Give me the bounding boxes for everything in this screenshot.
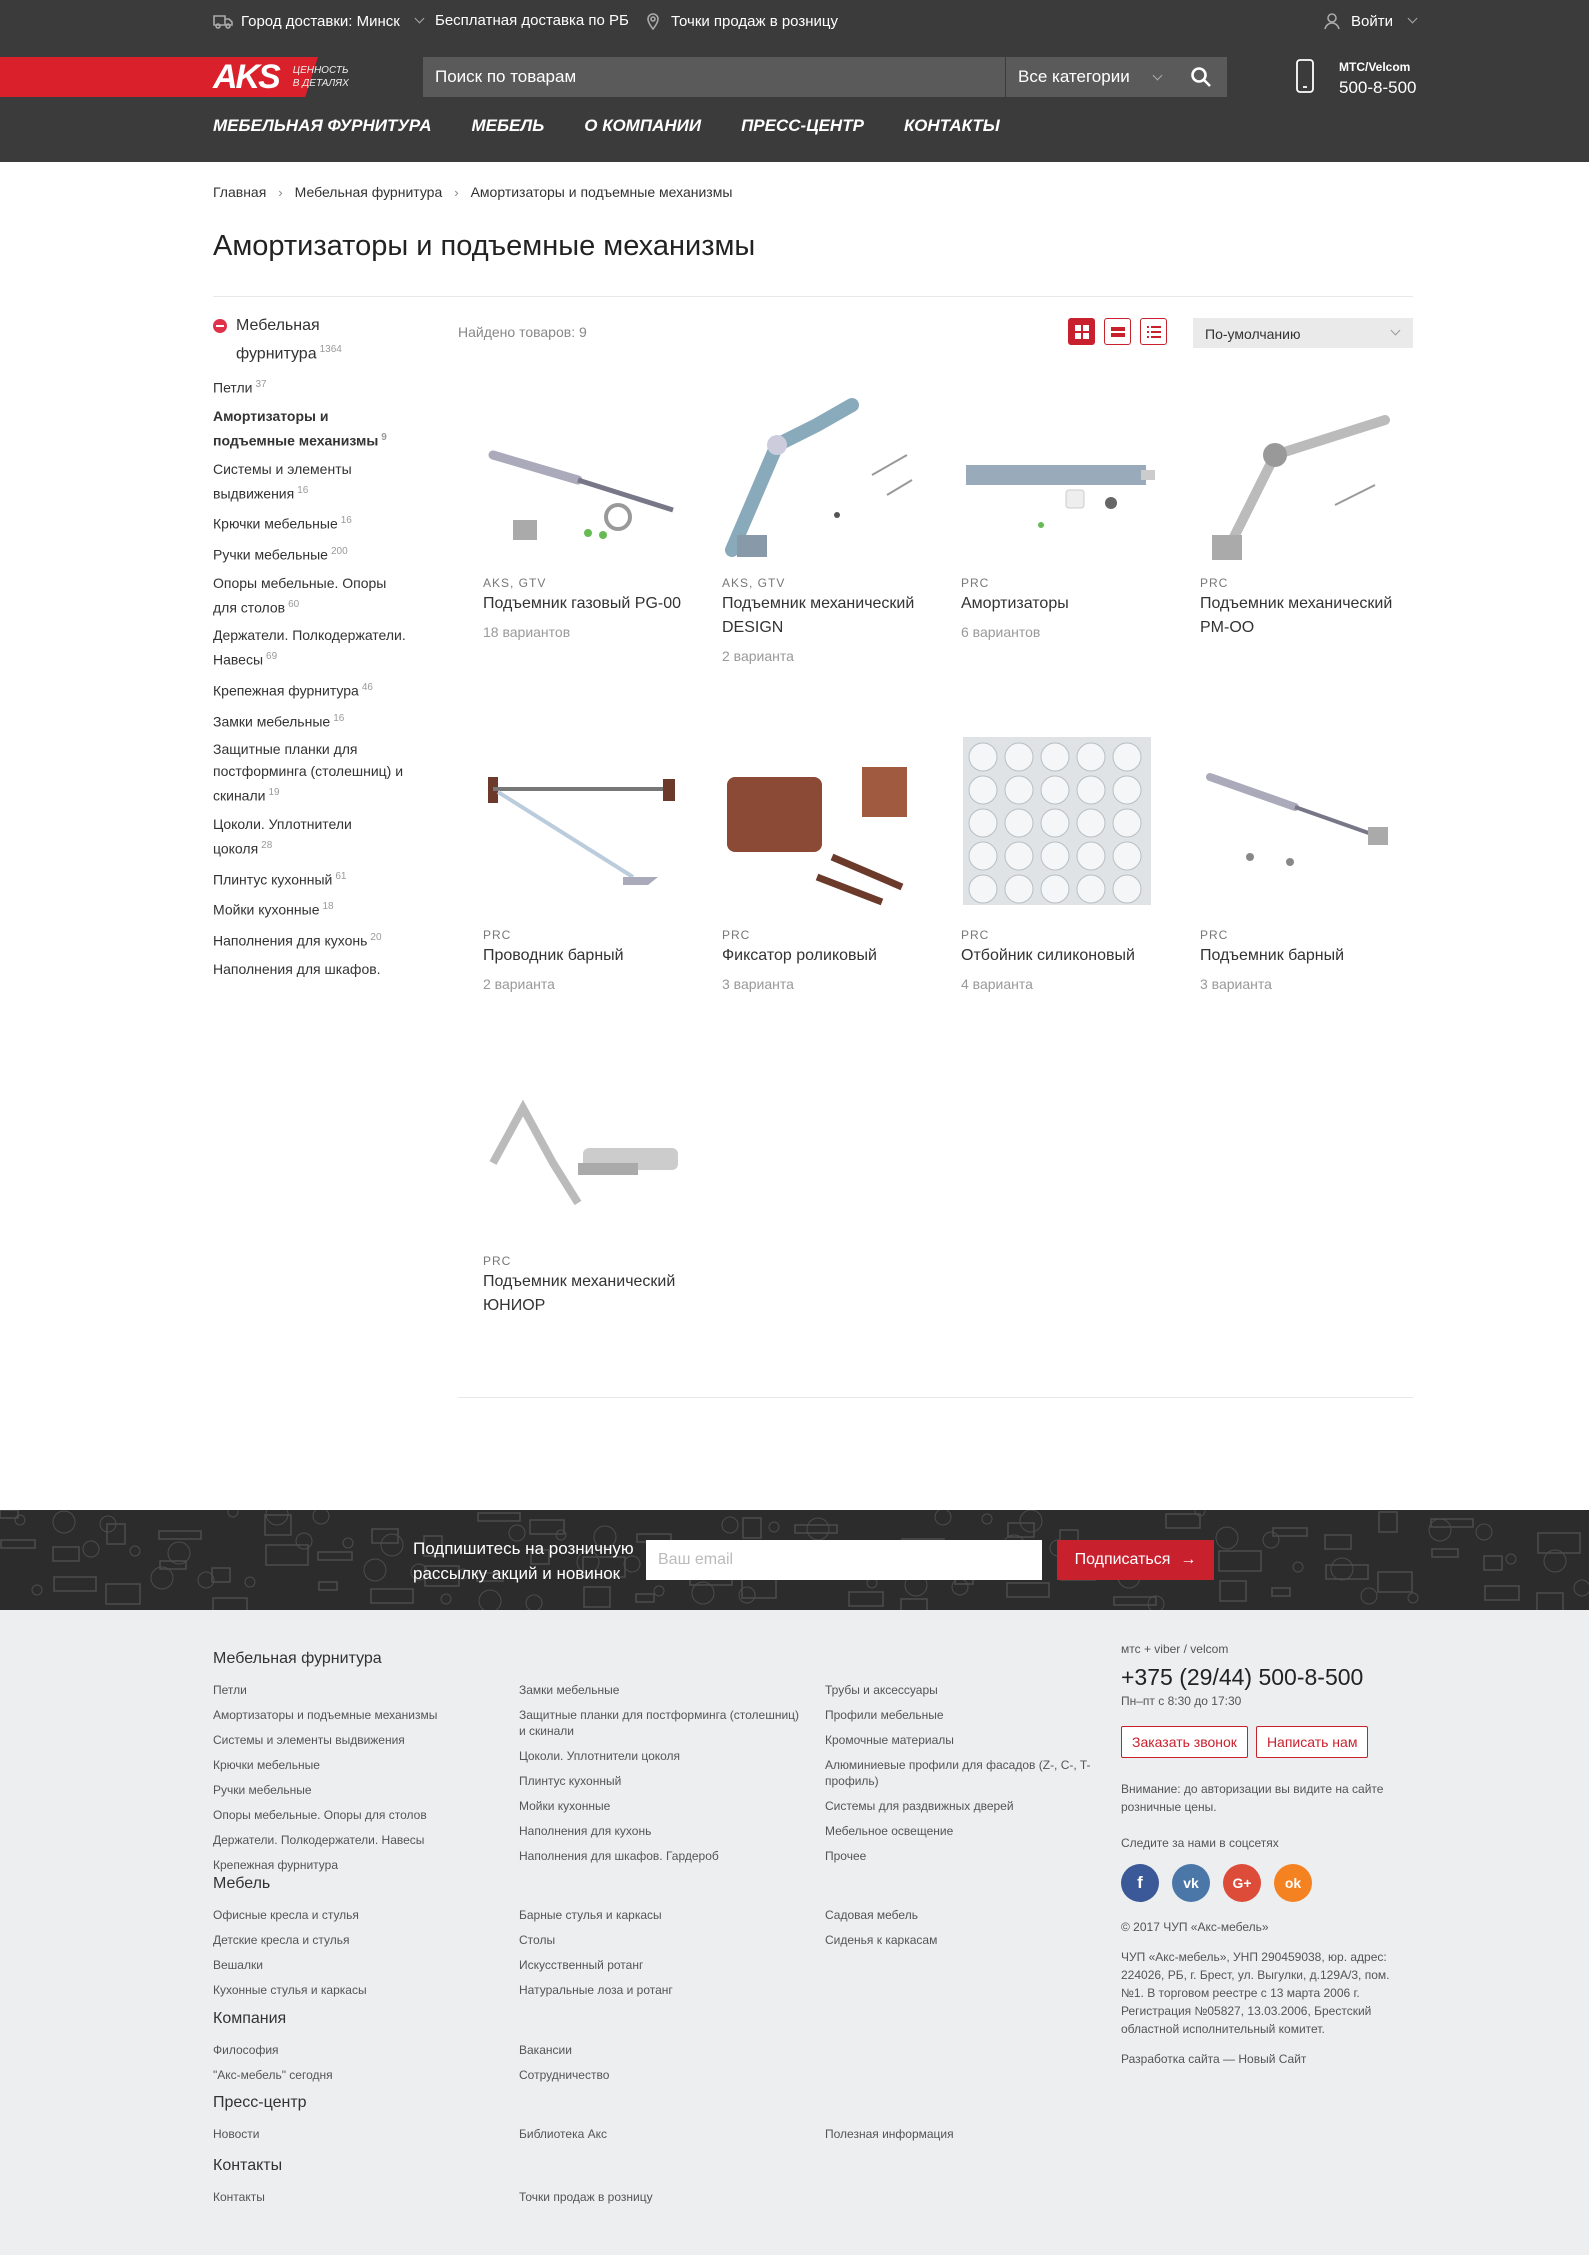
footer-link[interactable]: Кромочные материалы — [825, 1733, 954, 1747]
sidebar-item-protective-strips[interactable]: Защитные планки для постформинга (столешниц) и скинали $^{19}$ — [213, 741, 404, 804]
product-image[interactable] — [483, 737, 693, 922]
follow-us-label: Следите за нами в соцсетях — [1121, 1836, 1279, 1850]
list-view-button[interactable] — [1140, 318, 1167, 345]
product-image[interactable] — [722, 737, 932, 922]
footer-link[interactable]: Алюминиевые профили для фасадов (Z-, C-, T-профиль) — [825, 1758, 1091, 1788]
city-label: Город доставки: Минск — [241, 12, 400, 30]
footer-link[interactable]: Замки мебельные — [519, 1683, 620, 1697]
footer-link[interactable]: Точки продаж в розницу — [519, 2190, 653, 2204]
top-bar — [213, 0, 1413, 42]
mobile-phone-icon — [1295, 58, 1315, 94]
sidebar-item-holders[interactable]: Держатели. Полкодержатели. Навесы $^{69}$ — [213, 627, 406, 668]
footer-link[interactable]: Детские кресла и стулья — [213, 1933, 350, 1947]
category-select-label: Все категории — [1018, 67, 1130, 86]
product-card[interactable] — [483, 385, 693, 640]
footer-link[interactable]: Новости — [213, 2127, 260, 2141]
nav-press-center[interactable]: ПРЕСС-ЦЕНТР — [741, 116, 864, 135]
price-notice: Внимание: до авторизации вы видите на сайте розничные цены. — [1121, 1782, 1384, 1814]
sidebar-item-wardrobe-fillings[interactable]: Наполнения для шкафов. — [213, 960, 381, 977]
sidebar-item-plinths[interactable]: Цоколи. Уплотнители цоколя $^{28}$ — [213, 815, 352, 857]
main-nav — [213, 116, 1000, 136]
category-select[interactable] — [1005, 57, 1175, 97]
divider — [213, 296, 1413, 297]
product-brand: PRC — [1200, 928, 1229, 942]
footer-hours: Пн–пт с 8:30 до 17:30 — [1121, 1694, 1242, 1708]
footer-link[interactable]: Цоколи. Уплотнители цоколя — [519, 1749, 681, 1763]
product-name[interactable]: Подъемник барный — [1200, 947, 1345, 964]
product-image[interactable] — [483, 385, 693, 570]
grid-icon — [1075, 325, 1089, 339]
subscribe-button-label: Подписаться — [1074, 1551, 1171, 1568]
site-footer — [0, 1610, 1589, 2255]
collapse-icon — [213, 319, 227, 333]
product-name[interactable]: Отбойник силиконовый — [961, 947, 1135, 964]
chevron-down-icon — [1391, 326, 1401, 336]
footer-link[interactable]: "Акс-мебель" сегодня — [213, 2068, 333, 2082]
footer-phone[interactable]: +375 (29/44) 500-8-500 — [1121, 1664, 1364, 1690]
footer-link[interactable]: Садовая мебель — [825, 1908, 918, 1922]
search-input[interactable] — [423, 57, 1005, 97]
search-icon — [1190, 66, 1212, 88]
footer-column — [519, 2189, 809, 2214]
sidebar-root-label: Мебельная фурнитура — [236, 317, 320, 363]
product-name[interactable]: Подъемник газовый PG-00 — [483, 595, 682, 612]
product-name[interactable]: Подъемник механический DESIGN — [722, 595, 915, 636]
product-card[interactable] — [722, 737, 932, 992]
grid-view-button[interactable] — [1068, 318, 1095, 345]
footer-operators: мтс + viber / velcom — [1121, 1642, 1229, 1656]
footer-link[interactable]: Прочее — [825, 1849, 867, 1863]
breadcrumb — [213, 184, 1413, 200]
footer-section-title[interactable]: Мебель — [213, 1875, 271, 1892]
footer-link[interactable]: Офисные кресла и стулья — [213, 1908, 359, 1922]
footer-column — [519, 2042, 809, 2092]
nav-about[interactable]: О КОМПАНИИ — [584, 116, 702, 135]
product-name[interactable]: Фиксатор роликовый — [722, 947, 877, 964]
delivery-city-selector[interactable] — [213, 12, 423, 30]
request-call-button[interactable]: Заказать звонок — [1121, 1726, 1248, 1758]
phone-operator: МТС/Velcom — [1339, 60, 1411, 74]
footer-link[interactable]: Библиотека Акс — [519, 2127, 607, 2141]
footer-link[interactable]: Барные стулья и каркасы — [519, 1908, 662, 1922]
sidebar-item-lift-mechanisms[interactable]: Амортизаторы и подъемные механизмы $^9$ — [213, 407, 387, 449]
site-header — [0, 0, 1589, 162]
sort-select-label: По-умолчанию — [1205, 326, 1301, 342]
footer-section-title[interactable]: Контакты — [213, 2157, 283, 2174]
list-icon — [1147, 325, 1161, 339]
page-title: Амортизаторы и подъемные механизмы — [213, 230, 756, 262]
user-icon — [1323, 12, 1343, 30]
tile-view-button[interactable] — [1104, 318, 1131, 345]
retail-points-label: Точки продаж в розницу — [671, 12, 838, 30]
sidebar-root-category[interactable] — [213, 314, 413, 366]
product-image[interactable] — [961, 737, 1171, 922]
header-phone[interactable] — [1295, 58, 1417, 98]
footer-section-title[interactable]: Компания — [213, 2010, 287, 2027]
product-variants: 18 вариантов — [483, 624, 571, 640]
footer-link[interactable]: Крепежная фурнитура — [213, 1858, 338, 1872]
product-image[interactable] — [1200, 737, 1410, 922]
view-switcher — [1068, 318, 1167, 345]
product-variants: 6 вариантов — [961, 624, 1041, 640]
breadcrumb-separator: › — [278, 184, 283, 200]
footer-column — [213, 2189, 503, 2214]
product-card[interactable] — [1200, 737, 1410, 992]
login-button[interactable] — [1323, 12, 1416, 30]
chevron-down-icon — [1153, 71, 1163, 81]
nav-contacts[interactable]: КОНТАКТЫ — [903, 116, 1000, 135]
footer-link[interactable]: Защитные планки для постформинга (столешниц) и скинали — [519, 1708, 800, 1738]
footer-link[interactable]: Держатели. Полкодержатели. Навесы — [213, 1833, 425, 1847]
sidebar-item-supports[interactable]: Опоры мебельные. Опоры для столов $^{60}$ — [213, 574, 387, 616]
sidebar-item-kitchen-skirting[interactable]: Плинтус кухонный $^{61}$ — [213, 870, 347, 888]
footer-link[interactable]: Вешалки — [213, 1958, 263, 1972]
product-brand: AKS, GTV — [722, 576, 786, 590]
product-name[interactable]: Подъемник механический ЮНИОР — [483, 1273, 676, 1314]
footer-link[interactable]: Ручки мебельные — [213, 1783, 312, 1797]
footer-column — [519, 1907, 809, 2007]
footer-column — [213, 1907, 503, 2007]
footer-column — [213, 1682, 503, 1882]
breadcrumb-home[interactable]: Главная — [213, 184, 267, 200]
sort-select[interactable] — [1193, 318, 1413, 348]
footer-link[interactable]: Контакты — [213, 2190, 265, 2204]
footer-link[interactable]: Трубы и аксессуары — [825, 1683, 938, 1697]
footer-link[interactable]: Полезная информация — [825, 2127, 954, 2141]
footer-column — [825, 2126, 1115, 2151]
product-name[interactable]: Проводник барный — [483, 947, 624, 964]
footer-link[interactable]: Системы для раздвижных дверей — [825, 1799, 1014, 1813]
product-brand: PRC — [961, 576, 990, 590]
write-us-button[interactable]: Написать нам — [1256, 1726, 1369, 1758]
footer-link[interactable]: Наполнения для шкафов. Гардероб — [519, 1849, 719, 1863]
product-name[interactable]: Амортизаторы — [961, 595, 1069, 612]
footer-link[interactable]: Искусственный ротанг — [519, 1958, 644, 1972]
site-logo[interactable] — [213, 57, 349, 97]
footer-link[interactable]: Системы и элементы выдвижения — [213, 1733, 405, 1747]
nav-furniture-fittings[interactable]: МЕБЕЛЬНАЯ ФУРНИТУРА — [213, 116, 432, 135]
subscribe-text: Подпишитесь на розничную рассылку акций и новинок — [413, 1539, 634, 1583]
developer-link[interactable]: Разработка сайта — Новый Сайт — [1121, 2052, 1307, 2066]
footer-link[interactable]: Вакансии — [519, 2043, 572, 2057]
product-brand: PRC — [483, 928, 512, 942]
footer-link[interactable]: Наполнения для кухонь — [519, 1824, 652, 1838]
divider — [458, 1397, 1413, 1398]
footer-link[interactable]: Кухонные стулья и каркасы — [213, 1983, 367, 1997]
product-variants: 3 варианта — [1200, 976, 1272, 992]
subscribe-button[interactable] — [1057, 1540, 1214, 1580]
retail-points-link[interactable] — [643, 12, 838, 30]
legal-info: ЧУП «Акс-мебель», УНП 290459038, юр. адрес: 224026, РБ, г. Брест, ул. Выгулки, д.129А/3, пом. №1. В торговом реестре с 13 марта 2006 г. Регистрация №05827, 13.03.2006, Брестский областной исполнительный комитет. — [1121, 1950, 1390, 2036]
nav-furniture[interactable]: МЕБЕЛЬ — [471, 116, 545, 135]
subscribe-banner — [0, 1510, 1589, 1610]
footer-link[interactable]: Сиденья к каркасам — [825, 1933, 938, 1947]
product-brand: PRC — [961, 928, 990, 942]
product-variants: 2 варианта — [483, 976, 555, 992]
logo-mark: AKS — [213, 57, 279, 96]
sidebar-item-hooks[interactable]: Крючки мебельные $^{16}$ — [213, 515, 352, 532]
sidebar-count: 1364 — [319, 344, 342, 355]
breadcrumb-separator: › — [454, 184, 459, 200]
product-brand: PRC — [722, 928, 751, 942]
chevron-down-icon — [414, 14, 424, 24]
sidebar-item-drawer-systems[interactable]: Системы и элементы выдвижения $^{16}$ — [213, 460, 352, 502]
footer-link[interactable]: Натуральные лоза и ротанг — [519, 1983, 673, 1997]
footer-link[interactable]: Опоры мебельные. Опоры для столов — [213, 1808, 427, 1822]
product-variants: 4 варианта — [961, 976, 1033, 992]
footer-link[interactable]: Плинтус кухонный — [519, 1774, 622, 1788]
footer-link[interactable]: Профили мебельные — [825, 1708, 944, 1722]
product-image[interactable] — [483, 1063, 693, 1248]
sidebar-item-hinges[interactable]: Петли $^{37}$ — [213, 379, 267, 396]
product-card[interactable] — [1200, 385, 1410, 648]
product-brand: PRC — [1200, 576, 1229, 590]
footer-column — [519, 2126, 809, 2151]
sidebar-item-kitchen-fillings[interactable]: Наполнения для кухонь $^{20}$ — [213, 931, 382, 949]
product-image[interactable] — [1200, 385, 1410, 570]
product-variants: 2 варианта — [722, 648, 794, 664]
breadcrumb-furniture-fittings[interactable]: Мебельная фурнитура — [294, 184, 443, 200]
found-count: Найдено товаров: 9 — [458, 324, 587, 340]
footer-column — [213, 2042, 503, 2092]
footer-column — [519, 1682, 809, 1873]
footer-column — [825, 1907, 1115, 1957]
sidebar-item-sinks[interactable]: Мойки кухонные $^{18}$ — [213, 901, 334, 918]
facebook-icon[interactable]: f — [1121, 1864, 1159, 1902]
footer-link[interactable]: Петли — [213, 1683, 247, 1697]
sidebar-item-fasteners[interactable]: Крепежная фурнитура $^{46}$ — [213, 681, 373, 699]
product-card[interactable] — [961, 737, 1171, 992]
social-links — [1121, 1864, 1396, 1902]
vk-icon[interactable]: vk — [1172, 1864, 1210, 1902]
odnoklassniki-icon[interactable]: ok — [1274, 1864, 1312, 1902]
product-variants: 3 варианта — [722, 976, 794, 992]
logo-tagline: ЦЕННОСТЬ В ДЕТАЛЯХ — [292, 65, 349, 89]
free-delivery-label: Бесплатная доставка по РБ — [435, 12, 629, 29]
product-image[interactable] — [961, 385, 1171, 570]
footer-column — [213, 2126, 503, 2151]
product-brand: AKS, GTV — [483, 576, 547, 590]
breadcrumb-current: Амортизаторы и подъемные механизмы — [470, 184, 733, 200]
category-sidebar — [213, 314, 413, 986]
footer-link[interactable]: Мойки кухонные — [519, 1799, 611, 1813]
search-button[interactable] — [1175, 57, 1227, 97]
sidebar-item-locks[interactable]: Замки мебельные $^{16}$ — [213, 712, 345, 730]
product-card[interactable] — [483, 1063, 693, 1326]
search-bar — [423, 57, 1228, 97]
arrow-right-icon: → — [1180, 1551, 1197, 1568]
footer-link[interactable]: Сотрудничество — [519, 2068, 610, 2082]
copyright: © 2017 ЧУП «Акс-мебель» — [1121, 1920, 1269, 1934]
footer-link[interactable]: Философия — [213, 2043, 279, 2057]
footer-column — [825, 1682, 1115, 1873]
product-brand: PRC — [483, 1254, 512, 1268]
footer-link[interactable]: Крючки мебельные — [213, 1758, 320, 1772]
product-image[interactable] — [722, 385, 932, 570]
footer-link[interactable]: Мебельное освещение — [825, 1824, 954, 1838]
email-field[interactable] — [646, 1540, 1042, 1580]
sidebar-item-handles[interactable]: Ручки мебельные $^{200}$ — [213, 545, 348, 563]
footer-contact — [1121, 1640, 1396, 2068]
product-name[interactable]: Подъемник механический PM-OO — [1200, 595, 1393, 636]
google-plus-icon[interactable]: G+ — [1223, 1864, 1261, 1902]
free-delivery-link[interactable] — [435, 12, 629, 29]
product-card[interactable] — [483, 737, 693, 992]
footer-link[interactable]: Столы — [519, 1933, 556, 1947]
truck-icon — [213, 12, 233, 30]
phone-number: 500-8-500 — [1339, 78, 1417, 97]
chevron-down-icon — [1408, 14, 1418, 24]
product-card[interactable] — [722, 385, 932, 664]
map-pin-icon — [643, 12, 663, 30]
login-label: Войти — [1351, 12, 1393, 30]
product-card[interactable] — [961, 385, 1171, 640]
rows-icon — [1111, 325, 1125, 339]
footer-section-title[interactable]: Мебельная фурнитура — [213, 1650, 382, 1667]
footer-link[interactable]: Амортизаторы и подъемные механизмы — [213, 1708, 438, 1722]
footer-section-title[interactable]: Пресс-центр — [213, 2094, 307, 2111]
